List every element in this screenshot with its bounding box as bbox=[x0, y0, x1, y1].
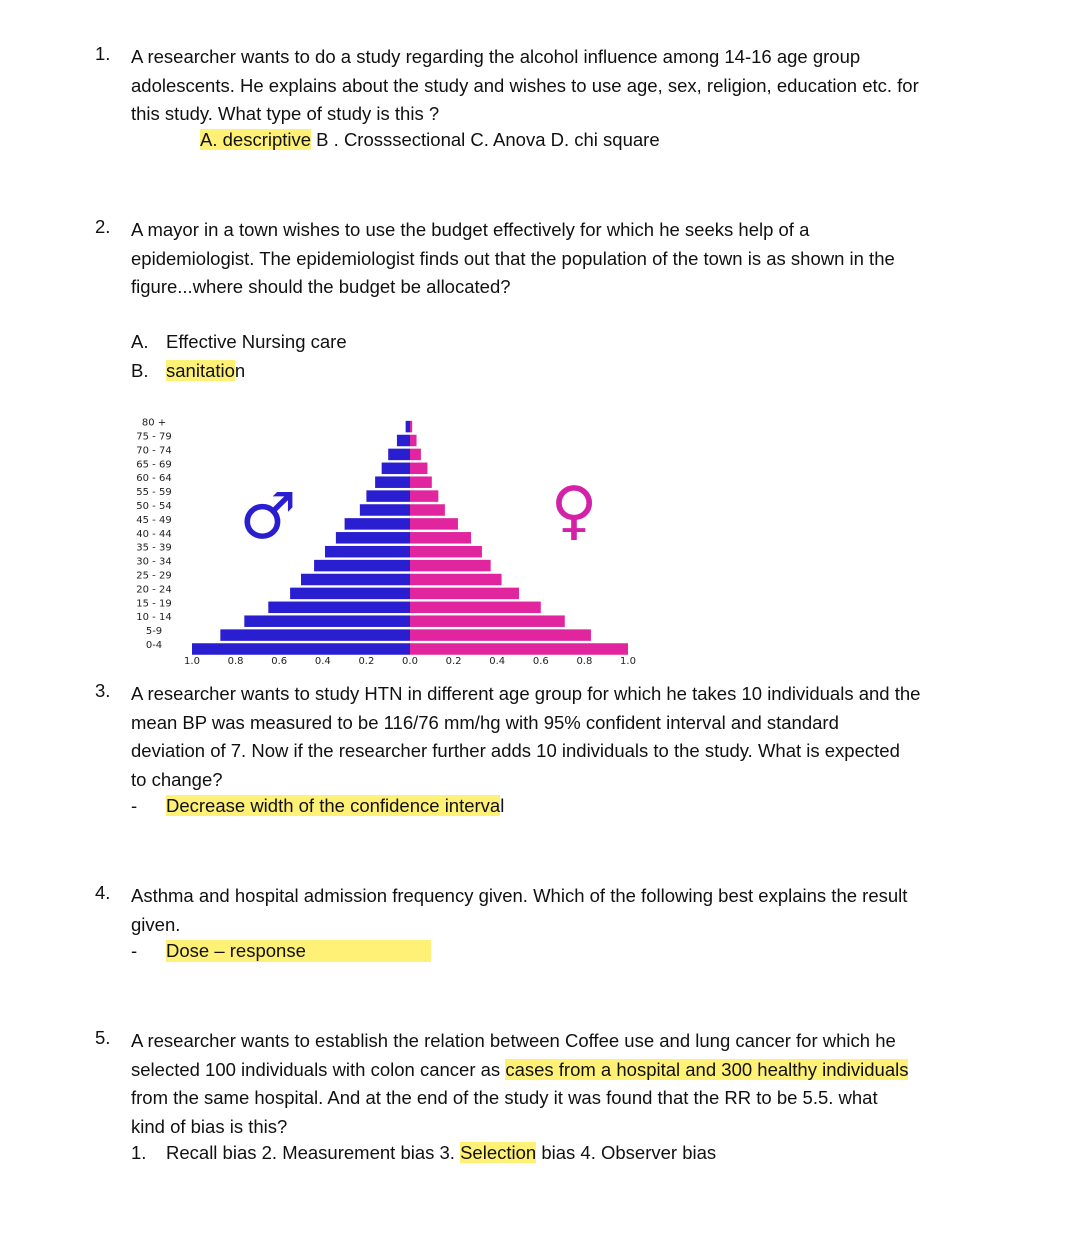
x-tick-label: 0.6 bbox=[271, 656, 288, 667]
option-text: Effective Nursing care bbox=[166, 331, 347, 352]
question-line bbox=[131, 1056, 1011, 1085]
age-group-label: 50 - 54 bbox=[136, 501, 172, 512]
x-tick-label: 0.4 bbox=[314, 656, 331, 667]
question-text bbox=[131, 43, 981, 129]
male-bar bbox=[192, 643, 410, 655]
x-tick-label: 1.0 bbox=[184, 656, 200, 667]
female-bar bbox=[410, 435, 417, 447]
question-number: 4. bbox=[95, 882, 111, 903]
female-bar bbox=[410, 504, 445, 516]
question-4 bbox=[95, 882, 995, 972]
male-bar bbox=[375, 476, 410, 488]
age-group-label: 75 - 79 bbox=[136, 431, 172, 443]
male-bar bbox=[388, 449, 410, 461]
highlighted-answer: Dose – response bbox=[166, 940, 431, 962]
question-line: from the same hospital. And at the end of the study it was found that the RR to be 5.5. what bbox=[131, 1087, 878, 1109]
question-number: 3. bbox=[95, 680, 111, 701]
female-bar bbox=[410, 476, 432, 488]
question-text bbox=[131, 1027, 1011, 1142]
age-group-labels bbox=[136, 418, 171, 651]
question-line: A researcher wants to establish the relation between Coffee use and lung cancer for which he bbox=[131, 1030, 896, 1051]
age-group-label: 65 - 69 bbox=[136, 459, 172, 471]
male-bar bbox=[314, 560, 410, 572]
option-text: bias 4. Observer bias bbox=[536, 1142, 717, 1163]
highlighted-answer: sanitatio bbox=[166, 360, 235, 381]
option-a bbox=[131, 331, 347, 353]
x-tick-label: 0.0 bbox=[402, 656, 418, 667]
female-bar bbox=[410, 421, 412, 433]
age-group-label: 80 + bbox=[141, 417, 167, 429]
female-bar bbox=[410, 629, 591, 641]
question-text bbox=[131, 680, 981, 795]
question-number: 2. bbox=[95, 216, 111, 237]
age-group-label: 10 - 14 bbox=[136, 612, 172, 624]
male-bar bbox=[244, 615, 410, 627]
age-group-label: 45 - 49 bbox=[136, 514, 172, 526]
question-text bbox=[131, 216, 981, 302]
male-bar bbox=[345, 518, 410, 530]
question-3 bbox=[95, 680, 995, 825]
answer-rest: l bbox=[500, 795, 505, 816]
age-group-label: 30 - 34 bbox=[136, 556, 172, 568]
answer bbox=[166, 795, 504, 817]
question-line: mean BP was measured to be 116/76 mm/hg with 95% confident interval and standard bbox=[131, 711, 839, 733]
options-text bbox=[166, 1142, 716, 1164]
population-pyramid-chart bbox=[130, 412, 650, 674]
male-symbol-icon: ♂ bbox=[239, 480, 297, 554]
question-line: kind of bias is this? bbox=[131, 1116, 288, 1138]
option-text bbox=[166, 360, 245, 382]
highlighted-answer: Selection bbox=[460, 1142, 537, 1163]
other-options: B . Crosssectional C. Anova D. chi square bbox=[311, 129, 660, 150]
option-text: Recall bias 2. Measurement bias 3. bbox=[166, 1142, 461, 1163]
female-bar bbox=[410, 463, 427, 475]
question-line: A mayor in a town wishes to use the budget effectively for which he seeks help of a bbox=[131, 219, 810, 240]
question-line: adolescents. He explains about the study and wishes to use age, sex, religion, education etc. for bbox=[131, 74, 919, 96]
female-bar bbox=[410, 602, 541, 614]
female-bar bbox=[410, 615, 565, 627]
age-group-label: 60 - 64 bbox=[136, 473, 172, 485]
age-group-label: 20 - 24 bbox=[136, 584, 172, 596]
age-group-label: 70 - 74 bbox=[136, 445, 172, 457]
male-bar bbox=[336, 532, 410, 544]
age-group-label: 35 - 39 bbox=[136, 542, 172, 554]
male-bar bbox=[366, 490, 410, 502]
age-group-label: 40 - 44 bbox=[136, 528, 172, 540]
question-line: A researcher wants to study HTN in different age group for which he takes 10 individuals and the bbox=[131, 683, 921, 704]
age-group-label: 5-9 bbox=[145, 626, 163, 638]
female-bar bbox=[410, 518, 458, 530]
female-bar bbox=[410, 643, 628, 655]
question-line: deviation of 7. Now if the researcher further adds 10 individuals to the study. What is expected bbox=[131, 740, 900, 762]
option-marker: B. bbox=[131, 360, 149, 381]
female-bar bbox=[410, 574, 502, 586]
male-bar bbox=[397, 435, 410, 447]
highlighted-text: cases from a hospital and 300 healthy individuals bbox=[505, 1058, 909, 1080]
age-group-label: 15 - 19 bbox=[136, 598, 172, 610]
question-text bbox=[131, 882, 981, 939]
answer-options bbox=[131, 1142, 717, 1164]
x-tick-label: 0.8 bbox=[576, 656, 593, 667]
highlighted-answer: Decrease width of the confidence interva bbox=[166, 795, 501, 816]
bullet-dash: - bbox=[131, 940, 138, 961]
male-bar bbox=[301, 574, 410, 586]
x-tick-label: 0.2 bbox=[358, 656, 375, 667]
x-tick-label: 0.4 bbox=[489, 656, 506, 667]
bullet-dash: - bbox=[131, 795, 138, 816]
option-marker: A. bbox=[131, 331, 149, 352]
female-bar bbox=[410, 532, 471, 544]
question-line: epidemiologist. The epidemiologist finds out that the population of the town is as shown in the bbox=[131, 247, 895, 269]
x-axis-ticks bbox=[184, 656, 636, 667]
question-number: 5. bbox=[95, 1027, 111, 1048]
female-bar bbox=[410, 490, 438, 502]
question-1 bbox=[95, 43, 995, 163]
option-text-rest: n bbox=[234, 360, 246, 381]
question-line: figure...where should the budget be allocated? bbox=[131, 276, 511, 298]
male-bar bbox=[290, 588, 410, 600]
highlighted-answer: A. descriptive bbox=[200, 129, 312, 150]
age-group-label: 55 - 59 bbox=[136, 487, 172, 499]
option-marker: 1. bbox=[131, 1142, 147, 1163]
answer-options bbox=[200, 129, 660, 151]
question-line: Asthma and hospital admission frequency given. Which of the following best explains the result bbox=[131, 885, 908, 906]
male-bar bbox=[360, 504, 410, 516]
age-group-label: 0-4 bbox=[145, 640, 163, 651]
question-line: this study. What type of study is this ? bbox=[131, 103, 440, 125]
female-symbol-icon: ♀ bbox=[550, 474, 598, 548]
male-bar bbox=[268, 602, 410, 614]
question-line: to change? bbox=[131, 769, 223, 791]
question-number: 1. bbox=[95, 43, 111, 64]
question-line: given. bbox=[131, 913, 181, 935]
x-tick-label: 0.8 bbox=[227, 656, 244, 667]
female-bar bbox=[410, 546, 482, 558]
female-bar bbox=[410, 588, 519, 600]
female-bar bbox=[410, 560, 491, 572]
option-b bbox=[131, 360, 246, 382]
line-text: selected 100 individuals with colon cancer as bbox=[131, 1058, 506, 1080]
x-tick-label: 1.0 bbox=[620, 656, 636, 667]
female-bar bbox=[410, 449, 421, 461]
question-line: A researcher wants to do a study regarding the alcohol influence among 14-16 age group bbox=[131, 46, 861, 67]
question-5 bbox=[95, 1027, 995, 1177]
male-bar bbox=[220, 629, 410, 641]
male-bar bbox=[382, 463, 410, 475]
male-bar bbox=[325, 546, 410, 558]
x-tick-label: 0.2 bbox=[445, 656, 462, 667]
male-bar bbox=[406, 421, 410, 433]
question-2 bbox=[95, 216, 995, 386]
x-tick-label: 0.6 bbox=[532, 656, 549, 667]
age-group-label: 25 - 29 bbox=[136, 570, 172, 582]
